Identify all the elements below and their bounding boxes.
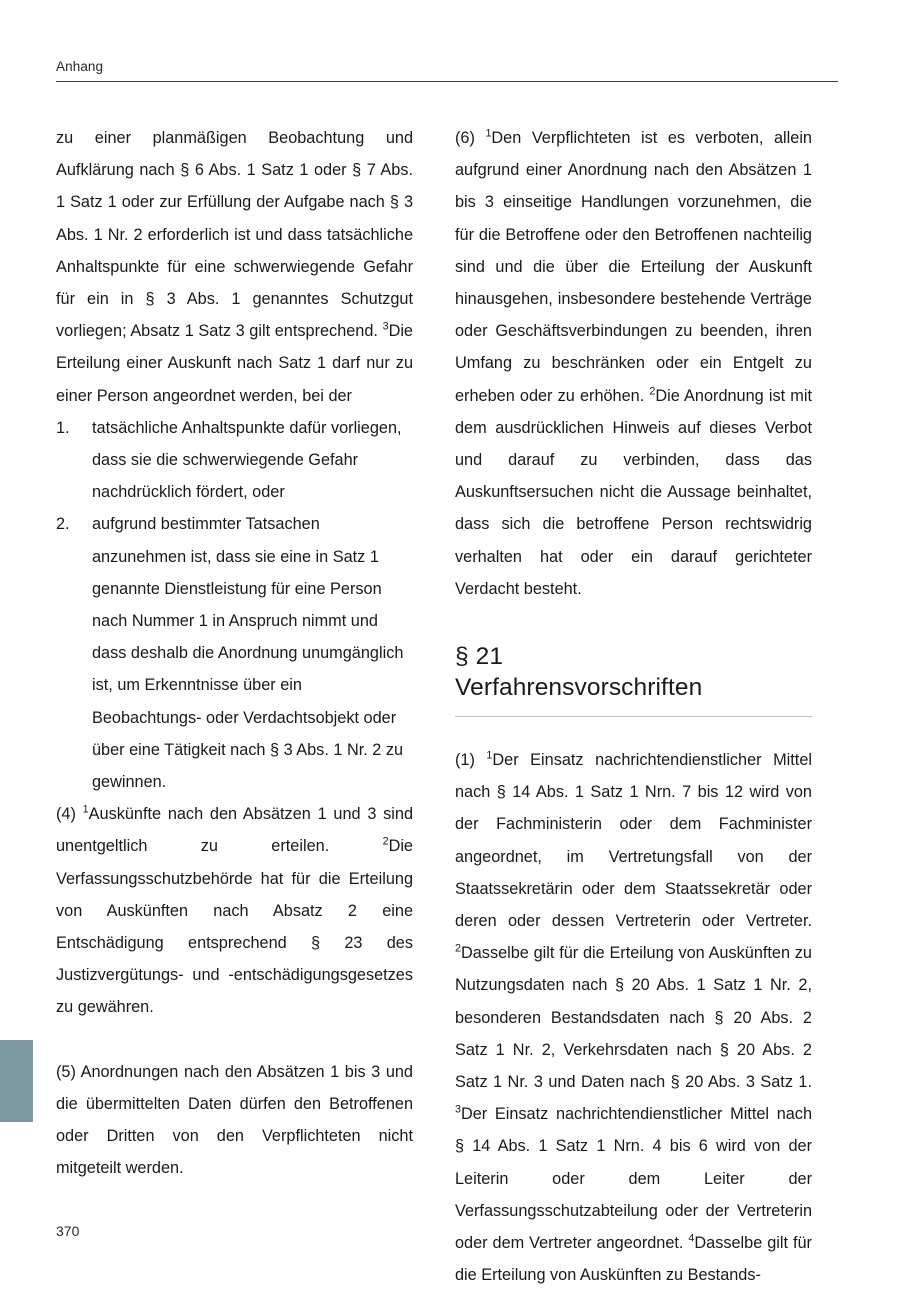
numbered-list bbox=[56, 412, 413, 798]
footnote-marker: 1 bbox=[485, 127, 492, 140]
list-item-marker: 1. bbox=[56, 418, 70, 437]
column-right bbox=[455, 122, 812, 1292]
running-head bbox=[56, 58, 838, 82]
footnote-marker: 2 bbox=[649, 385, 656, 398]
column-left bbox=[56, 122, 413, 1185]
footnote-marker: 2 bbox=[382, 836, 389, 849]
list-item bbox=[56, 412, 413, 509]
paragraph-continued: zu einer planmäßigen Beobachtung und Aufklärung nach § 6 Abs. 1 Satz 1 oder § 7 Abs. 1 Satz 1 oder zur Erfüllung der Aufgabe nach § 3 Abs. 1 Nr. 2 erforderlich ist und dass tatsächliche Anhaltspunkte für eine schwerwiegende Gefahr für ein in § 3 Abs. 1 genanntes Schutzgut vorliegen; Absatz 1 Satz 3 gilt entsprechend. $^3$Die Erteilung einer Auskunft nach Satz 1 darf nur zu einer Person angeordnet werden, bei der bbox=[56, 129, 413, 405]
footnote-marker: 4 bbox=[688, 1232, 695, 1245]
section-title: Verfahrensvorschriften bbox=[455, 674, 703, 702]
running-head-label: Anhang bbox=[56, 59, 104, 74]
footnote-marker: 2 bbox=[455, 942, 461, 955]
paragraph-4: (4) $^1$Auskünfte nach den Absätzen 1 und 3 sind unentgeltlich zu erteilen. $^2$Die Verfassungsschutzbehörde hat für die Erteilung von Auskünften nach Absatz 2 eine Entschädigung entsprechend § 23 des Justizvergütungs- und -entschädigungsgesetzes zu gewähren. bbox=[56, 803, 414, 1017]
list-item-marker: 2. bbox=[56, 515, 70, 534]
paragraph-5: (5) Anordnungen nach den Absätzen 1 bis 3 und die übermittelten Daten dürfen den Betroffenen oder Dritten von den Verpflichteten nicht mitgeteilt werden. bbox=[56, 1062, 413, 1178]
page-number: 370 bbox=[56, 1223, 80, 1239]
paragraph-6: (6) $^1$Den Verpflichteten ist es verboten, allein aufgrund einer Anordnung nach den Absätzen 1 bis 3 einseitige Handlungen vorzunehmen, die für die Betroffene oder den Betroffenen nachteilig sind und die über die Erteilung der Auskunft hinausgehen, insbesondere bestehende Verträge oder Geschäftsverbindungen zu beenden, ihren Umfang zu beschränken oder ein Entgelt zu erheben oder zu erhöhen. $^2$Die Anordnung ist mit dem ausdrücklichen Hinweis auf dieses Verbot und darauf zu verbinden, dass das Auskunftsersuchen nicht die Aussage beinhaltet, dass sich die betroffene Person rechtswidrig verhalten hat oder ein darauf gerichteter Verdacht besteht. bbox=[455, 127, 812, 598]
list-item-text: aufgrund bestimmter Tatsachen anzunehmen ist, dass sie eine in Satz 1 genannte Dienstleistung für eine Person nach Nummer 1 in Anspruch nimmt und dass deshalb die Anordnung unumgänglich ist, um Erkenntnisse über ein Beobachtungs- oder Verdachtsobjekt oder über eine Tätigkeit nach § 3 Abs. 1 Nr. 2 zu gewinnen. bbox=[92, 515, 404, 792]
paragraph-1: (1) $^1$Der Einsatz nachrichtendienstlicher Mittel nach § 14 Abs. 1 Satz 1 Nrn. 7 bis 12 wird von der Fachministerin oder dem Fachminister angeordnet, im Vertretungsfall von der Staatssekretärin oder dem Staatssekretär oder deren oder dessen Vertreterin oder Vertreter. $^2$Dasselbe gilt für die Erteilung von Auskünften zu Nutzungsdaten nach § 20 Abs. 1 Satz 1 Nr. 2, besonderen Bestandsdaten nach § 20 Abs. 2 Satz 1 Nr. 2, Verkehrsdaten nach § 20 Abs. 2 Satz 1 Nr. 3 und Daten nach § 20 Abs. 3 Satz 1. $^3$Der Einsatz nachrichtendienstlicher Mittel nach § 14 Abs. 1 Satz 1 Nrn. 4 bis 6 wird von der Leiterin oder dem Leiter der Verfassungsschutzabteilung oder der Vertreterin oder dem Vertreter angeordnet. $^4$Dasselbe gilt für die Erteilung von Auskünften zu Bestands- bbox=[455, 749, 813, 1285]
list-item-text: tatsächliche Anhaltspunkte dafür vorliegen, dass sie die schwerwiegende Gefahr nachdrücklich fördert, oder bbox=[92, 418, 402, 502]
side-tab-marker bbox=[0, 1040, 33, 1122]
section-number: § 21 bbox=[455, 643, 504, 671]
footnote-marker: 1 bbox=[82, 803, 89, 816]
section-heading bbox=[455, 641, 812, 717]
footnote-marker: 3 bbox=[382, 320, 389, 333]
section-heading-rule bbox=[455, 716, 812, 717]
list-item bbox=[56, 508, 413, 798]
running-head-rule bbox=[56, 81, 838, 82]
footnote-marker: 1 bbox=[486, 749, 493, 762]
footnote-marker: 3 bbox=[455, 1103, 461, 1116]
